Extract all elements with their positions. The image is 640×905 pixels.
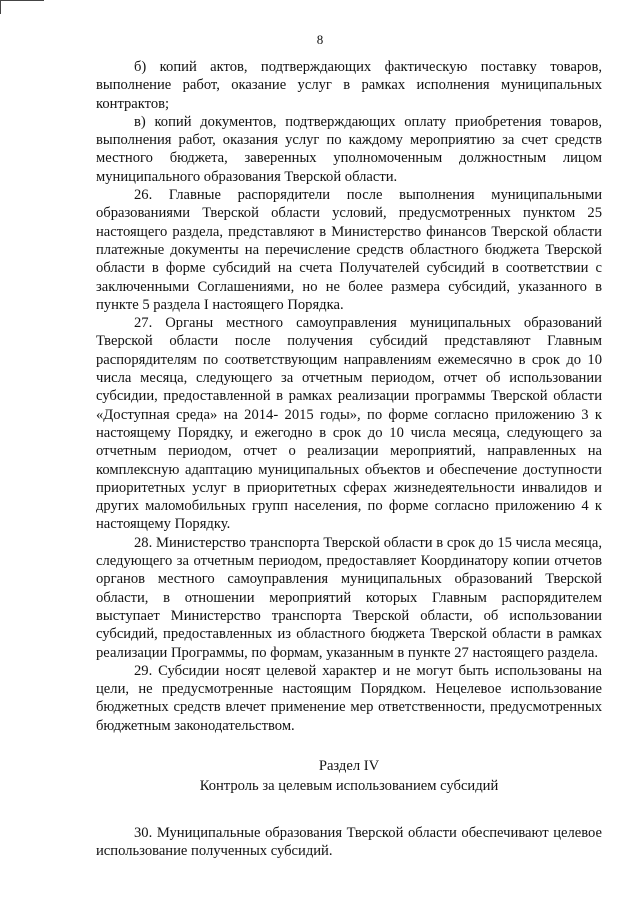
paragraph-28: 28. Министерство транспорта Тверской области в срок до 15 числа месяца, следующего за отчетным периодом, предоставляет Координатору копии отчетов органов местного самоуправления муниципальных образований Тверской области, в отношении мероприятий которых Главным распорядителем выступает Министерство транспорта Тверской области, об использовании субсидий, предоставленных из областного бюджета Тверской области в рамках реализации Программы, по формам, указанным в пункте 27 настоящего раздела. bbox=[96, 534, 602, 661]
scan-corner-mark-left bbox=[0, 0, 1, 14]
paragraph-30: 30. Муниципальные образования Тверской области обеспечивают целевое использование полученных субсидий. bbox=[96, 824, 602, 860]
paragraph-v-payment-documents: в) копий документов, подтверждающих оплату приобретения товаров, выполнения работ, оказания услуг по каждому мероприятию за счет средств местного бюджета, заверенных уполномоченным должностным лицом муниципального образования Тверской области. bbox=[96, 113, 602, 185]
document-body bbox=[96, 58, 602, 861]
section-title: Контроль за целевым использованием субсидий bbox=[199, 777, 499, 794]
scan-corner-mark-top bbox=[0, 0, 44, 1]
paragraph-27: 27. Органы местного самоуправления муниципальных образований Тверской области после получения субсидий представляют Главным распорядителям по соответствующим направлениям ежемесячно в срок до 10 числа месяца, следующего за отчетным периодом, отчет об использовании субсидии, предоставленной в рамках реализации программы Тверской области «Доступная среда» на 2014- 2015 годы», по форме согласно приложению 3 к настоящему Порядку, и ежегодно в срок до 10 числа месяца, следующего за отчетным периодом, отчет о реализации мероприятий, направленных на комплексную адаптацию муниципальных объектов и обеспечение доступности приоритетных услуг в приоритетных сферах жизнедеятельности инвалидов и других маломобильных групп населения, по форме согласно приложению 4 к настоящему Порядку. bbox=[96, 315, 602, 533]
section-heading: Раздел IV bbox=[318, 757, 380, 774]
paragraph-29: 29. Субсидии носят целевой характер и не могут быть использованы на цели, не предусмотренные настоящим Порядком. Нецелевое использование бюджетных средств влечет применение мер ответственности, предусмотренных бюджетным законодательством. bbox=[96, 662, 602, 734]
page-number: 8 bbox=[316, 32, 324, 47]
paragraph-26: 26. Главные распорядители после выполнения муниципальными образованиями Тверской области условий, предусмотренных пунктом 25 настоящего раздела, представляют в Министерство финансов Тверской области платежные документы на перечисление средств областного бюджета Тверской области в форме субсидий на счета Получателей субсидий в соответствии с заключенными Соглашениями, но не более размера субсидий, указанного в пункте 5 раздела I настоящего Порядка. bbox=[96, 187, 602, 313]
paragraph-b-acts-copies: б) копий актов, подтверждающих фактическую поставку товаров, выполнение работ, оказание услуг в рамках исполнения муниципальных контрактов; bbox=[96, 59, 602, 112]
